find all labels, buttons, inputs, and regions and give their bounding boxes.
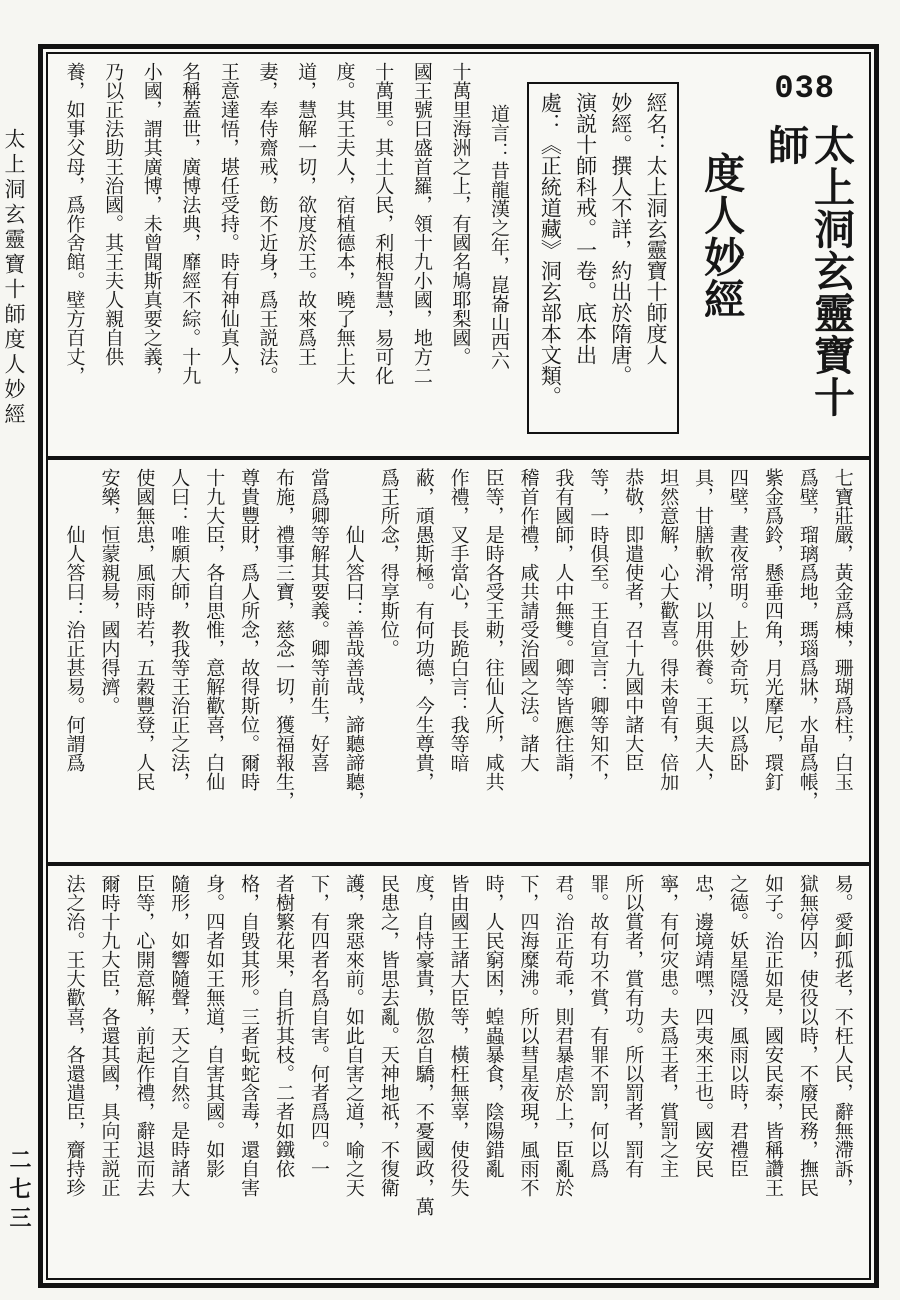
- colophon-box: [527, 82, 679, 434]
- text-column: 獄無停囚，使役以時，不廢民務，撫民: [796, 874, 819, 1197]
- text-column: 仙人答曰：善哉善哉，諦聽諦聽，: [342, 525, 365, 810]
- text-column: 隨形，如響隨聲，天之自然。是時諸大: [168, 874, 191, 1197]
- text-column: 十萬里海洲之上，有國名鳩耶梨國。: [449, 62, 472, 366]
- text-column: 爲壁，瑠璃爲地，瑪瑙爲牀，水晶爲帳，: [796, 468, 819, 810]
- text-column: 處：《正統道藏》洞玄部本文類。: [538, 92, 563, 407]
- text-column: 爾時十九大臣，各還其國，具向王説正: [98, 874, 121, 1197]
- text-column: 紫金爲鈴，懸垂四角，月光摩尼，環釘: [761, 468, 784, 791]
- text-column: 使國無患，風雨時若，五穀豐登，人民: [133, 468, 156, 791]
- text-column: 安樂，恒蒙親昜，國内得濟。: [98, 468, 121, 715]
- text-column: 臣等，是時各受王勅，往仙人所，咸共: [482, 468, 505, 791]
- text-column: 我有國師，人中無雙。卿等皆應往詣，: [552, 468, 575, 791]
- text-column: 七寶莊嚴，黃金爲棟，珊瑚爲柱，白玉: [831, 468, 854, 791]
- text-column: 君。治正苟乖，則君暴虐於上，臣亂於: [552, 874, 575, 1197]
- register-middle: [48, 460, 869, 862]
- text-column: 妻，奉侍齋戒，飭不近身，爲王説法。: [256, 62, 279, 385]
- text-column: 國王號曰盛首羅，領十九小國，地方二: [410, 62, 433, 385]
- text-column: 十萬里。其土人民，利根智慧，易可化: [372, 62, 395, 385]
- text-column: 道言：昔龍漢之年，崑崙山西六: [488, 103, 511, 370]
- text-column: 乃以正法助王治國。其王夫人親自供: [102, 62, 125, 366]
- text-column: 下，有四者名爲自害。何者爲四。一: [307, 874, 330, 1178]
- text-column: 小國，謂其廣博，未曾聞斯真要之義，: [140, 62, 163, 385]
- text-column: 下，四海糜沸。所以彗星夜現，風雨不: [517, 874, 540, 1197]
- text-column: 布施，禮事三寶，慈念一切，獲福報生，: [273, 468, 296, 810]
- page-frame-inner: [46, 52, 871, 1280]
- text-column: 名稱蓋世，廣博法典，靡經不綜。十九: [179, 62, 202, 385]
- text-column: 當爲卿等解其要義。卿等前生，好喜: [307, 468, 330, 772]
- scripture-title-line1: 太上洞玄靈寶十師: [761, 124, 855, 418]
- text-column: 忠，邊境靖嘿，四夷來王也。國安民: [692, 874, 715, 1178]
- text-column: 仙人答曰：治正甚易。何謂爲: [63, 525, 86, 772]
- text-column: 道，慧解一切，欲度於王。故來爲王: [295, 62, 318, 366]
- text-column: 稽首作禮，咸共請受治國之法。諸大: [517, 468, 540, 772]
- text-column: 護，衆惡來前。如此自害之道，喻之天: [342, 874, 365, 1197]
- page-frame-outer: [38, 44, 879, 1288]
- text-column: 法之治。王大歡喜，各還遣臣，齎持珍: [63, 874, 86, 1197]
- text-column: 身。四者如王無道，自害其國。如影: [203, 874, 226, 1178]
- text-column: 所以賞者，賞有功。所以罰者，罰有: [622, 874, 645, 1178]
- text-column: 民患之，皆思去亂。天神地祇，不復衛: [377, 874, 400, 1197]
- text-column: 十九大臣，各自思惟，意解歡喜，白仙: [203, 468, 226, 791]
- text-column: 尊貴豐財，爲人所念，故得斯位。爾時: [238, 468, 261, 791]
- text-column: 易。愛卹孤老，不枉人民，辭無滯訴，: [831, 874, 854, 1197]
- text-column: 具，甘膳軟滑，以用供養。王與夫人，: [692, 468, 715, 791]
- text-column: 經名：太上洞玄靈寶十師度人: [644, 92, 669, 365]
- register-bottom: [48, 866, 869, 1278]
- text-column: 等，一時俱至。王自宣言：卿等知不，: [587, 468, 610, 791]
- text-column: 妙經。撰人不詳，約出於隋唐。: [608, 92, 633, 386]
- text-column: 恭敬，即遣使者，召十九國中諸大臣: [622, 468, 645, 772]
- text-column: 罪。故有功不賞，有罪不罰，何以爲: [587, 874, 610, 1178]
- text-column: 蔽，頑愚斯極。有何功德，今生尊貴，: [412, 468, 435, 791]
- folio-number: 二七三: [6, 1148, 32, 1235]
- text-column: 作禮，叉手當心，長跪白言：我等暗: [447, 468, 470, 772]
- register-top: [48, 54, 869, 456]
- text-column: 如子。治正如是，國安民泰，皆稱讚王: [761, 874, 784, 1197]
- text-column: 養，如事父母，爲作舍館。壁方百丈，: [63, 62, 86, 385]
- text-column: 皆由國王諸大臣等，橫枉無辜，使役失: [447, 874, 470, 1197]
- text-column: 四壁，晝夜常明。上妙奇玩，以爲卧: [727, 468, 750, 772]
- text-column: 時，人民窮困，蝗蟲暴食，陰陽錯亂: [482, 874, 505, 1178]
- text-column: 格，自毁其形。三者蚖蛇含毒，還自害: [238, 874, 261, 1197]
- scripture-title-line2: 度人妙經: [697, 152, 746, 320]
- text-column: 坦然意解，心大歡喜。得未曾有，倍加: [657, 468, 680, 791]
- text-column: 度。其王夫人，宿植德本，曉了無上大: [333, 62, 356, 385]
- text-column: 者樹繁花果，自折其枝。二者如鐵依: [273, 874, 296, 1178]
- text-column: 之德。妖星隱没，風雨以時，君禮臣: [727, 874, 750, 1178]
- document-number: 038: [774, 70, 835, 107]
- text-column: 爲王所念，得享斯位。: [377, 468, 400, 658]
- text-column: 演説十師科戒。一卷。底本出: [573, 92, 598, 365]
- text-column: 臣等，心開意解，前起作禮，辭退而去: [133, 874, 156, 1197]
- text-column: 寧，有何灾患。夫爲王者，賞罰之主: [657, 874, 680, 1178]
- text-column: 人曰：唯願大師，教我等王治正之法，: [168, 468, 191, 791]
- text-column: 度，自恃豪貴，傲忽自驕，不憂國政，萬: [412, 874, 435, 1216]
- text-column: 王意達悟，堪任受持。時有神仙真人，: [217, 62, 240, 385]
- margin-running-title: 太上洞玄靈寶十師度人妙經: [2, 128, 26, 428]
